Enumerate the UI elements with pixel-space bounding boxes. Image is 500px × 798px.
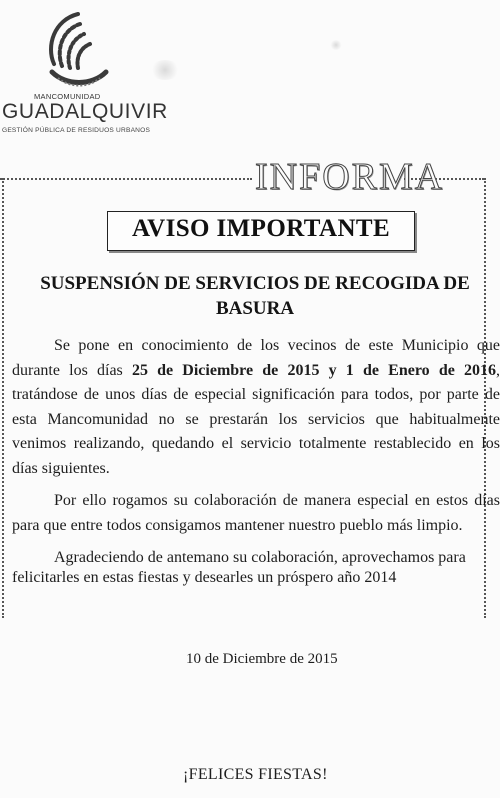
paragraph-1	[12, 334, 500, 481]
frame-top-border	[0, 178, 252, 180]
closing-greeting: ¡FELICES FIESTAS!	[183, 766, 328, 783]
logo-emblem-icon	[40, 6, 120, 92]
scan-smudge	[330, 40, 342, 50]
logo-name: GUADALQUIVIR	[2, 100, 168, 123]
paragraph-3: Agradeciendo de antemano su colaboración, aprovechamos para	[54, 549, 466, 566]
paragraph-2: Por ello rogamos su colaboración de manera especial en estos días para que entre todos consigamos mantener nuestro pueblo más limpio.	[12, 492, 500, 534]
frame-left-border	[2, 178, 4, 618]
informa-heading: INFORMA	[255, 156, 445, 198]
notice-date: 10 de Diciembre de 2015	[186, 651, 338, 667]
logo-tagline: GESTIÓN PÚBLICA DE RESIDUOS URBANOS	[2, 127, 151, 134]
notice-subtitle: SUSPENSIÓN DE SERVICIOS DE RECOGIDA DE BASURA	[40, 273, 470, 319]
logo-top-line: MANCOMUNIDAD	[34, 92, 101, 101]
aviso-banner	[107, 211, 415, 251]
paragraph-3-cut-line	[12, 571, 500, 589]
paragraph-3-cut-text: felicitarles en estas fiestas y desearles un próspero año 2014	[12, 570, 397, 586]
notice-body	[12, 334, 500, 589]
paragraph-1-text: Se pone en conocimiento de los vecinos de este Municipio que durante los días	[12, 337, 500, 379]
paragraph-1-dates: 25 de Diciembre de 2015 y 1 de Enero de 2016	[131, 361, 496, 379]
aviso-title: AVISO IMPORTANTE	[131, 215, 391, 242]
mancomunidad-logo	[0, 0, 200, 150]
paragraph-1-text-cont: , tratándose de unos días de especial significación para todos, por parte de esta Mancomunidad no se prestarán los servicios que habitualmente venimos realizando, quedando el servicio totalmente restablecido en los días siguientes.	[12, 361, 500, 477]
